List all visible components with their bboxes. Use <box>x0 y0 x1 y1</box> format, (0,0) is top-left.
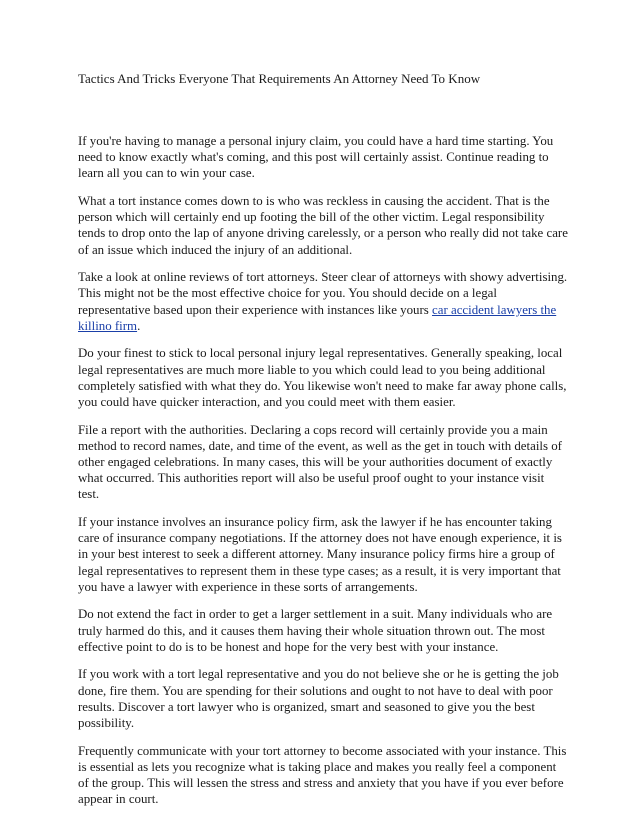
paragraph-6: If your instance involves an insurance policy firm, ask the lawyer if he has encounter taking care of insurance company negotiations. If the attorney does not have enough experience, it is in your best interest to seek a different attorney. Many insurance policy firms hire a group of legal representatives to represent them in these type cases; as a result, it is very important that you have a lawyer with experience in these sorts of arrangements. <box>78 515 562 594</box>
paragraph-3 <box>78 269 568 334</box>
paragraph-8: If you work with a tort legal representative and you do not believe she or he is getting the job done, fire them. You are spending for their solutions and ought to not have to deal with poor results. Discover a tort lawyer who is organized, smart and seasoned to give you the best possibility. <box>78 667 559 731</box>
paragraph-3-text-before: Take a look at online reviews of tort attorneys. Steer clear of attorneys with showy advertising. This might not be the most effective choice for you. You should decide on a legal representative based upon their experience with instances like yours <box>78 270 568 317</box>
paragraph-1: If you're having to manage a personal injury claim, you could have a hard time starting. You need to know exactly what's coming, and this post will certainly assist. Continue reading to learn all you can to win your case. <box>78 134 554 181</box>
paragraph-7: Do not extend the fact in order to get a larger settlement in a suit. Many individuals who are truly harmed do this, and it causes them having their whole situation thrown out. The most effective point to do is to be honest and hope for the very best with your instance. <box>78 607 553 654</box>
car-accident-lawyers-link[interactable]: car accident lawyers the killino firm <box>78 302 557 333</box>
document-title: Tactics And Tricks Everyone That Requirements An Attorney Need To Know <box>78 71 481 86</box>
document-page <box>78 70 568 819</box>
paragraph-9: Frequently communicate with your tort attorney to become associated with your instance. This is essential as lets you recognize what is taking place and makes you really feel a component of the group. This will lessen the stress and stress and anxiety that you have if you ever before appear in court. <box>78 743 567 807</box>
paragraph-5: File a report with the authorities. Declaring a cops record will certainly provide you a main method to record names, date, and time of the event, as well as the get in touch with details of other engaged celebrations. In many cases, this will be your authorities document of exactly what occurred. This authorities report will also be useful proof ought to your instance visit test. <box>78 422 562 502</box>
paragraph-3-text-after: . <box>137 318 141 333</box>
paragraph-2: What a tort instance comes down to is who was reckless in causing the accident. That is the person which will certainly end up footing the bill of the other victim. Legal responsibility tends to drop onto the lap of anyone driving carelessly, or a person who really did not take care of an issue which induced the injury of an additional. <box>78 194 568 257</box>
paragraph-4: Do your finest to stick to local personal injury legal representatives. Generally speaking, local legal representatives are much more liable to you which could lead to you being additional completely satisfied with what they do. You likewise won't need to make far away phone calls, you could have quicker interaction, and you could meet with them easier. <box>78 346 567 410</box>
